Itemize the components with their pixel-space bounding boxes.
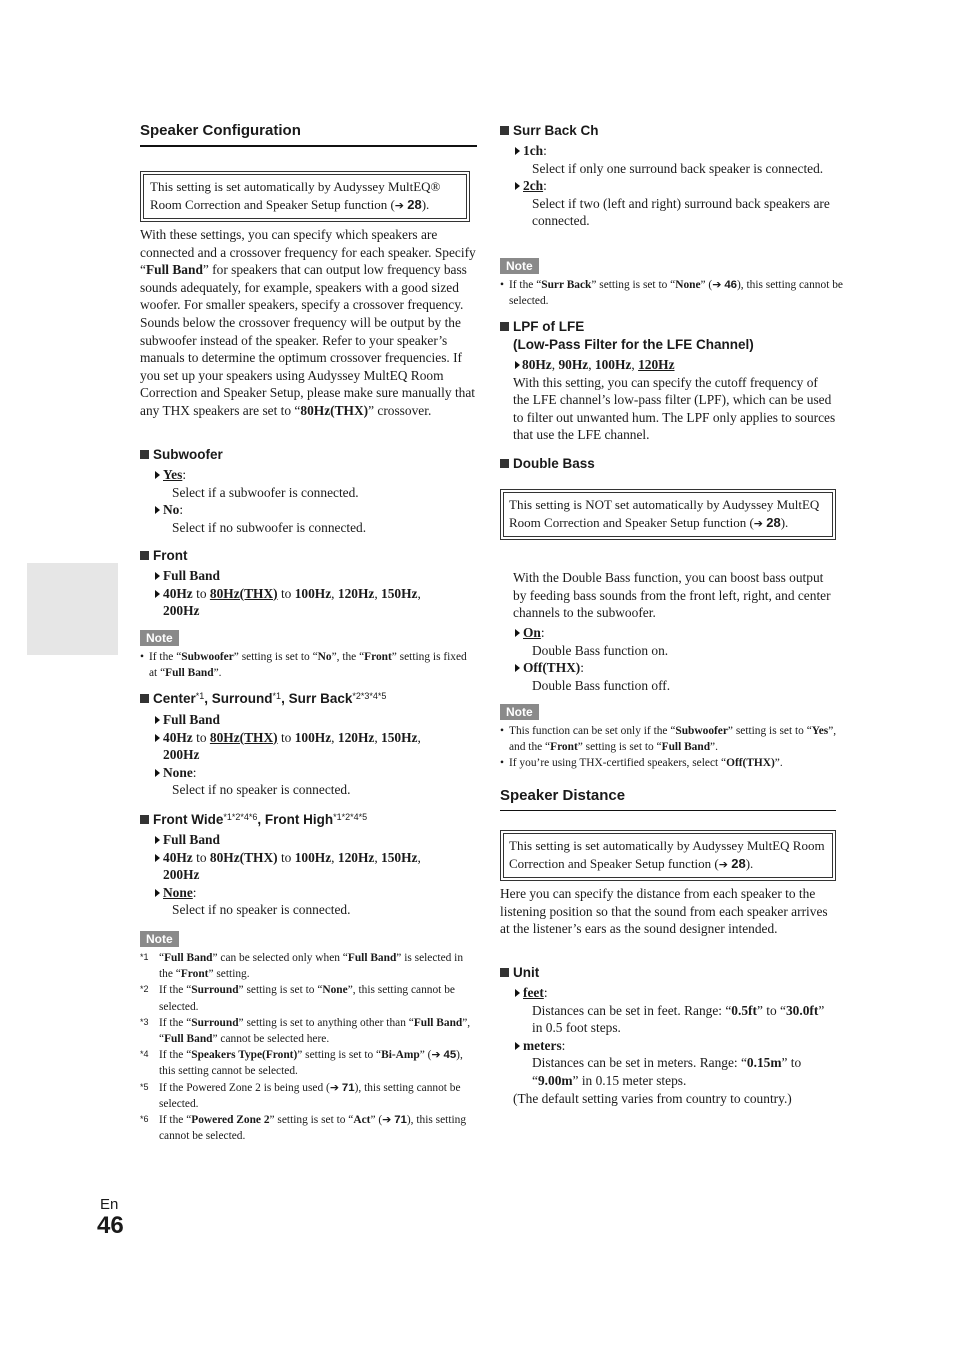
arrow-icon: ➔ — [431, 1048, 441, 1062]
page-number: 46 — [97, 1212, 124, 1239]
footnote-1: *1 “Full Band” can be selected only when “Full Band” is selected in the “Front” setting. — [140, 952, 464, 981]
page-ref[interactable]: 28 — [766, 515, 781, 530]
subsection-double-bass: Double Bass — [500, 455, 595, 472]
intro-paragraph — [140, 226, 477, 420]
page-ref[interactable]: 46 — [724, 279, 737, 291]
option-full-band[interactable]: Full Band — [140, 567, 477, 585]
triangle-right-icon — [515, 1042, 520, 1050]
option-1ch-desc: Select if only one surround back speaker is connected. — [532, 160, 824, 176]
footnote-6: *6 If the “Powered Zone 2” setting is set to “Act” (➔ 71), this setting cannot be selected. — [140, 1113, 467, 1143]
square-bullet-icon — [500, 322, 509, 331]
triangle-right-icon — [515, 664, 520, 672]
subsection-lpf: LPF of LFE — [500, 318, 584, 335]
lpf-options — [500, 356, 837, 444]
section-title-speaker-configuration: Speaker Configuration — [140, 122, 477, 147]
triangle-right-icon — [155, 854, 160, 862]
triangle-right-icon — [155, 836, 160, 844]
freq-200: 200Hz — [163, 867, 200, 883]
footnote-2: *2 If the “Surround” setting is set to “None”, this setting cannot be selected. — [140, 984, 455, 1013]
page-ref[interactable]: 28 — [731, 856, 746, 871]
option-on-desc: Double Bass function on. — [532, 642, 669, 658]
option-no-desc: Select if no subwoofer is connected. — [172, 519, 367, 535]
front-options — [140, 567, 477, 620]
note-item: • This function can be set only if the “Subwoofer” setting is set to “Yes”, and the “Front” setting is set to “Full Band”. — [500, 723, 837, 755]
intro-text-b: ” for speakers that can output low frequency bass sounds adequately, for example, speakers with a good sized woofer. For smaller speakers, specify a crossover frequency. Sounds below the crossover frequency will be output by the subwoofer instead of the speaker. Refer to your speaker’s manuals to determine the optimum crossover frequencies. If you set up your speakers using Audyssey MultEQ Room Correction and Speaker Setup, please make sure manually that any THX speakers are set to “ — [140, 262, 476, 418]
speaker-distance-box: This setting is set automatically by Audyssey MultEQ Room Correction and Speaker Setup function (➔ 28). — [500, 830, 836, 881]
double-bass-box: This setting is NOT set automatically by Audyssey MultEQ Room Correction and Speaker Setup function (➔ 28). — [500, 489, 836, 540]
page-language: En — [100, 1196, 119, 1213]
triangle-right-icon — [155, 769, 160, 777]
auto-note-text: This setting is set automatically by Audyssey MultEQ® Room Correction and Speaker Setup function ( — [150, 179, 441, 212]
option-none[interactable]: None: — [140, 764, 477, 782]
freq-200: 200Hz — [163, 603, 200, 619]
double-bass-desc: With the Double Bass function, you can boost bass output by feeding bass sounds from the front left, right, and center channels to the subwoofer. — [513, 570, 831, 621]
triangle-right-icon — [515, 147, 520, 155]
page-ref[interactable]: 45 — [443, 1049, 457, 1062]
triangle-right-icon — [515, 629, 520, 637]
triangle-right-icon — [155, 572, 160, 580]
double-bass-options — [500, 624, 837, 694]
note-label: Note — [140, 630, 179, 646]
option-none[interactable]: None: — [140, 884, 477, 902]
page-ref[interactable]: 28 — [407, 197, 422, 212]
arrow-icon: ➔ — [382, 1113, 392, 1127]
note-item: • If you’re using THX-certified speakers, select “Off(THX)”. — [500, 755, 837, 771]
option-off-desc: Double Bass function off. — [532, 677, 671, 693]
auto-note-end: ). — [421, 197, 430, 212]
intro-text-c: ” crossover. — [368, 402, 432, 418]
intro-full-band: Full Band — [145, 262, 203, 278]
option-yes[interactable]: Yes: — [140, 466, 477, 484]
left-column — [140, 0, 477, 1143]
option-full-band[interactable]: Full Band — [140, 711, 477, 729]
surr-back-note: • If the “Surr Back” setting is set to “None” (➔ 46), this setting cannot be selected. — [500, 277, 846, 309]
triangle-right-icon — [155, 734, 160, 742]
triangle-right-icon — [155, 506, 160, 514]
arrow-icon: ➔ — [718, 858, 728, 871]
footnote-5: *5 If the Powered Zone 2 is being used (➔ 71), this setting cannot be selected. — [140, 1080, 461, 1110]
triangle-right-icon — [515, 361, 520, 369]
option-on[interactable]: On: — [500, 624, 837, 642]
square-bullet-icon — [140, 551, 149, 560]
speaker-distance-box-text: This setting is set automatically by Audyssey MultEQ Room Correction and Speaker Setup function ( — [509, 838, 825, 871]
note-label: Note — [500, 258, 539, 274]
center-options — [140, 711, 477, 799]
option-meters-desc: Distances can be set in meters. Range: “0.15m” to “9.00m” in 0.15 meter steps. — [532, 1055, 802, 1088]
page-ref[interactable]: 71 — [394, 1114, 407, 1127]
subsection-front: Front — [140, 547, 188, 564]
auto-setting-box — [140, 171, 470, 222]
square-bullet-icon — [140, 815, 149, 824]
triangle-right-icon — [155, 471, 160, 479]
triangle-right-icon — [155, 889, 160, 897]
lpf-desc: With this setting, you can specify the cutoff frequency of the LFE channel’s low-pass filter (LPF), which can be used to filter out unwanted hum. The LPF only applies to sources that use the LFE channel. — [513, 374, 836, 443]
triangle-right-icon — [155, 716, 160, 724]
option-yes-desc: Select if a subwoofer is connected. — [172, 484, 359, 500]
note-label: Note — [140, 931, 179, 947]
option-1ch[interactable]: 1ch: — [500, 142, 837, 160]
front-wide-options — [140, 831, 477, 919]
footnote-3: *3 If the “Surround” setting is set to anything other than “Full Band”, “Full Band” cannot be selected here. — [140, 1016, 471, 1046]
subsection-center-surround: Center$^{*1}$, Surround$^{*1}$, Surr Back$^{*2*3*4*5}$ — [140, 690, 477, 707]
option-feet-desc: Distances can be set in feet. Range: “0.5ft” to “30.0ft” in 0.5 foot steps. — [532, 1002, 825, 1036]
double-bass-box-text: This setting is NOT set automatically by Audyssey MultEQ Room Correction and Speaker Setup function ( — [509, 497, 820, 530]
arrow-icon: ➔ — [712, 278, 722, 291]
option-off-thx[interactable]: Off(THX): — [500, 659, 837, 677]
page-ref[interactable]: 71 — [341, 1081, 355, 1094]
chapter-tab — [27, 563, 118, 655]
subsection-unit: Unit — [500, 964, 539, 981]
square-bullet-icon — [140, 694, 149, 703]
option-2ch[interactable]: 2ch: — [500, 177, 837, 195]
triangle-right-icon — [515, 182, 520, 190]
subsection-front-wide-high: Front Wide$^{*1*2*4*6}$, Front High$^{*1*2*4*5}$ — [140, 811, 477, 828]
square-bullet-icon — [140, 450, 149, 459]
option-no[interactable]: No: — [140, 501, 477, 519]
intro-thx: 80Hz(THX) — [300, 402, 369, 418]
default-setting-note: (The default setting varies from country to country.) — [513, 1090, 792, 1106]
note-label: Note — [500, 704, 539, 720]
option-2ch-desc: Select if two (left and right) surround back speakers are connected. — [532, 195, 830, 229]
option-none-desc: Select if no speaker is connected. — [172, 782, 351, 798]
intro-text-a: With these settings, you can specify which speakers are connected and a crossover frequency for each speaker. Specify “ — [140, 227, 476, 278]
arrow-icon: ➔ — [394, 199, 404, 212]
square-bullet-icon — [500, 459, 509, 468]
unit-options — [500, 984, 837, 1107]
double-bass-notes — [500, 723, 837, 772]
square-bullet-icon — [500, 968, 509, 977]
option-none-desc: Select if no speaker is connected. — [172, 902, 351, 918]
lpf-subtitle: (Low-Pass Filter for the LFE Channel) — [513, 337, 754, 352]
triangle-right-icon — [155, 590, 160, 598]
speaker-distance-desc: Here you can specify the distance from each speaker to the listening position so that the sound from each speaker arrives at the listener’s ears as the sound designer intended. — [500, 886, 828, 937]
option-feet[interactable]: feet: — [500, 984, 837, 1002]
arrow-icon: ➔ — [753, 517, 763, 530]
option-full-band[interactable]: Full Band — [140, 831, 477, 849]
subsection-subwoofer: Subwoofer — [140, 446, 223, 463]
option-lpf-freq[interactable]: 80Hz, 90Hz, 100Hz, 120Hz — [500, 356, 837, 374]
square-bullet-icon — [500, 126, 509, 135]
footnote-4: *4 If the “Speakers Type(Front)” setting is set to “Bi-Amp” (➔ 45), this setting cannot be selected. — [140, 1048, 463, 1078]
freq-200: 200Hz — [163, 747, 200, 763]
footnotes — [140, 950, 477, 1144]
surr-back-options — [500, 142, 837, 230]
triangle-right-icon — [515, 989, 520, 997]
option-meters[interactable]: meters: — [500, 1037, 837, 1055]
subsection-surr-back-ch: Surr Back Ch — [500, 122, 599, 139]
option-crossover[interactable]: 40Hz to 80Hz(THX) to 100Hz, 120Hz, 150Hz, — [140, 585, 477, 603]
front-note: • If the “Subwoofer” setting is set to “No”, the “Front” setting is fixed at “Full Band”. — [140, 649, 477, 681]
arrow-icon: ➔ — [329, 1080, 340, 1094]
subwoofer-options — [140, 466, 477, 536]
option-crossover[interactable]: 40Hz to 80Hz(THX) to 100Hz, 120Hz, 150Hz, — [140, 849, 477, 867]
right-column — [500, 0, 843, 1106]
option-crossover[interactable]: 40Hz to 80Hz(THX) to 100Hz, 120Hz, 150Hz, — [140, 729, 477, 747]
section-title-speaker-distance: Speaker Distance — [500, 787, 836, 811]
